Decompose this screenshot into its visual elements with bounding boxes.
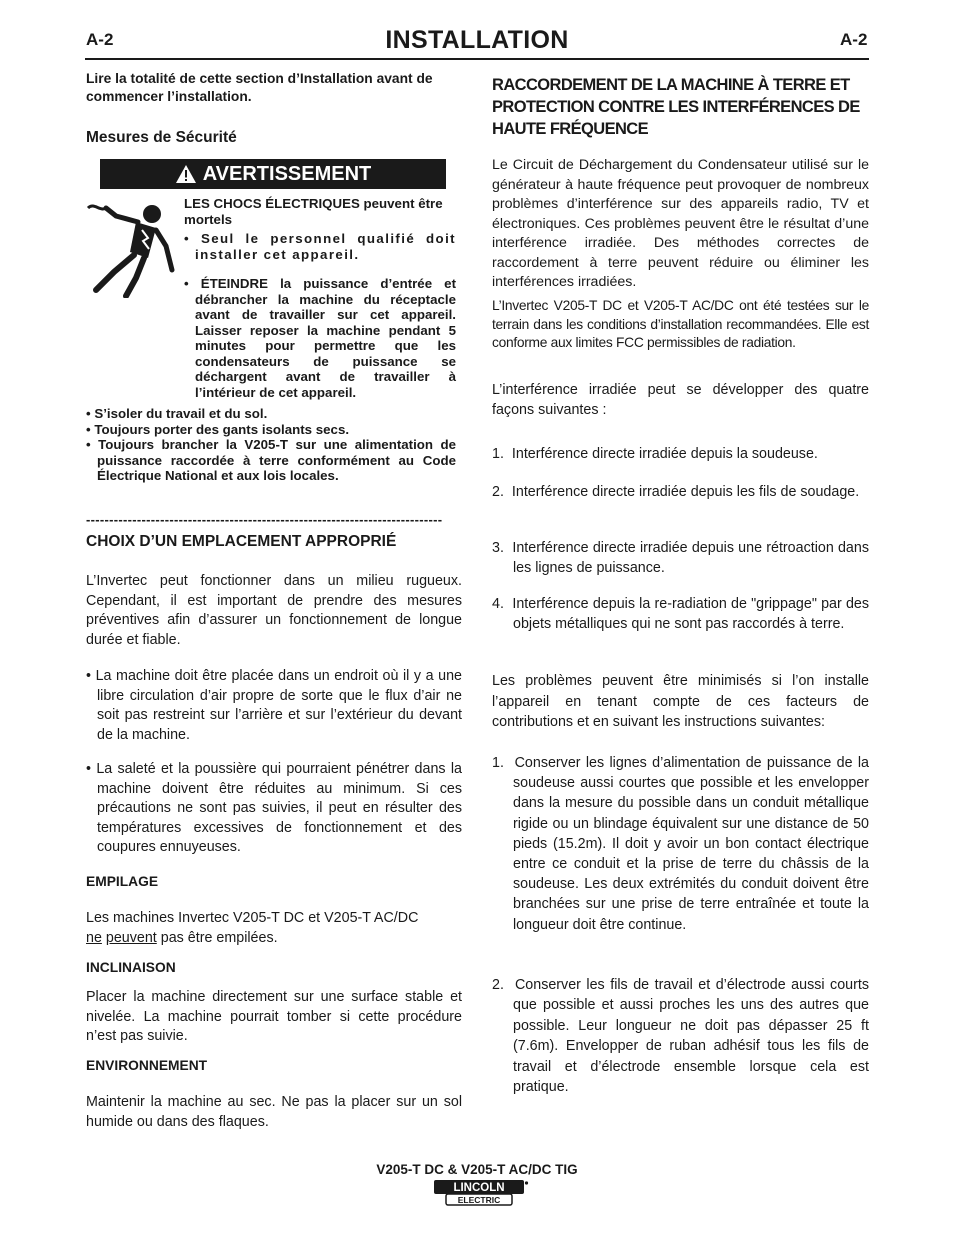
interference-way: 2. Interférence directe irradiée depuis les fils de soudage. <box>492 484 860 500</box>
svg-text:LINCOLN: LINCOLN <box>453 1182 505 1194</box>
warning-triangle-icon <box>175 164 197 184</box>
safety-item: • S’isoler du travail et du sol. <box>86 406 268 421</box>
environment-heading: ENVIRONNEMENT <box>86 1058 208 1073</box>
safety-item: • Toujours porter des gants isolants secs. <box>86 421 350 437</box>
shock-item: • Seul le personnel qualifié doit installer cet appareil. <box>184 231 456 262</box>
location-intro: L’Invertec peut fonctionner dans un milieu rugueux. Cependant, il est important de prendre des mesures préventives afin d’assurer un fonctionnement de longue durée et fiable. <box>86 573 462 648</box>
environment-text: Maintenir la machine au sec. Ne pas la placer sur un sol humide ou dans des flaques. <box>86 1094 462 1130</box>
electric-shock-icon <box>86 200 176 298</box>
instruction-step: 2. Conserver les fils de travail et d’électrode aussi courts que possible et aussi proches les uns des autres que possible. Leur longueur ne doit pas dépasser 25 ft (7.6m). Envelopper de ruban adhésif tous les fils de travail et d’électrode ensemble lorsque cela est pratique. <box>492 977 869 1096</box>
interference-way: 4. Interférence depuis la re-radiation de "grippage" par des objets métalliques qui ne sont pas raccordés à terre. <box>492 596 869 632</box>
interference-way: 3. Interférence directe irradiée depuis une rétroaction dans les lignes de puissance. <box>492 540 869 576</box>
location-heading: CHOIX D’UN EMPLACEMENT APPROPRIÉ <box>86 533 397 550</box>
shock-warning-block <box>184 196 456 400</box>
svg-text:ELECTRIC: ELECTRIC <box>457 1195 501 1205</box>
instruction-step: 1. Conserver les lignes d’alimentation de puissance de la soudeuse aussi courtes que possible et les envelopper dans la mesure du possible dans un conduit métallique rigide ou un blindage équivalent sur une distance de 50 pieds (15.2m). Il doit y avoir un bon contact électrique entre ce conduit et la prise de terre du châssis de la soudeuse. Les deux extrémités du conduit doivent être branchées sur une prise de terre entraînée et toute la longueur doit être continue. <box>492 755 869 933</box>
tilting-heading: INCLINAISON <box>86 960 176 975</box>
section-separator: ----------------------------------------------------------------------------- <box>86 512 443 527</box>
tilting-text: Placer la machine directement sur une surface stable et nivelée. La machine pourrait tomber si cette procédure n’est pas suivie. <box>86 989 462 1044</box>
grounding-paragraph-3: L’interférence irradiée peut se développer des quatre façons suivantes : <box>492 382 869 418</box>
page-title: INSTALLATION <box>385 26 569 54</box>
intro-text: Lire la totalité de cette section d’Installation avant de commencer l’installation. <box>86 71 433 104</box>
lincoln-electric-logo <box>433 1179 529 1207</box>
safety-heading: Mesures de Sécurité <box>86 129 237 146</box>
warning-banner <box>100 159 446 189</box>
footer-model: V205-T DC & V205-T AC/DC TIG <box>376 1162 578 1177</box>
safety-list <box>86 406 456 484</box>
header-rule <box>85 58 869 60</box>
stacking-text: Les machines Invertec V205-T DC et V205-T AC/DC ne peuvent pas être empilées. <box>86 910 419 946</box>
location-bullet: • La saleté et la poussière qui pourraient pénétrer dans la machine doivent être réduites au minimum. Si ces précautions ne sont pas suivies, il peut en résulter des températures excessives de fonctionnement et des coupures ennuyeuses. <box>86 761 462 855</box>
page-number-left: A-2 <box>86 30 114 49</box>
grounding-paragraph-2: L’Invertec V205-T DC et V205-T AC/DC ont été testées sur le terrain dans les conditions d’installation recommandées. Elle est conforme aux limites FCC permissibles de radiation. <box>492 298 869 350</box>
shock-title: LES CHOCS ÉLECTRIQUES peuvent être mortels <box>184 196 443 227</box>
safety-item: • Toujours brancher la V205-T sur une alimentation de puissance raccordée à terre conformément au Code Électrique National et aux lois locales. <box>86 437 456 483</box>
stacking-heading: EMPILAGE <box>86 874 159 889</box>
warning-label: AVERTISSEMENT <box>202 162 372 185</box>
location-bullet: • La machine doit être placée dans un endroit où il y a une libre circulation d’air propre de sorte que le flux d’air ne soit pas restreint sur l’arrière et sur l’extérieur du devant de la machine. <box>86 668 462 743</box>
grounding-paragraph-1: Le Circuit de Déchargement du Condensateur utilisé sur le générateur à haute fréquence peut provoquer de nombreux problèmes d’interférence sur des appareils radio, TV et électroniques. Ces problèmes peuvent être le résultat d’une interférence irradiée. Des méthodes correctes de raccordement à terre peuvent réduire ou éliminer les interférences irradiées. <box>492 157 869 290</box>
page-number-right: A-2 <box>840 30 868 49</box>
grounding-heading: RACCORDEMENT DE LA MACHINE À TERRE ET PROTECTION CONTRE LES INTERFÉRENCES DE HAUTE FRÉQUENCE <box>492 76 860 138</box>
interference-way: 1. Interférence directe irradiée depuis la soudeuse. <box>492 446 818 462</box>
shock-item: • ÉTEINDRE la puissance d’entrée et débrancher la machine du réceptacle avant de travailler sur cet appareil. Laisser reposer la machine pendant 5 minutes pour permettre que les condensateurs de puissance se déchargent avant de travailler à l’intérieur de cet appareil. <box>184 276 456 400</box>
grounding-paragraph-4: Les problèmes peuvent être minimisés si l’on installe l’appareil en tenant compte de ces facteurs de contributions et en suivant les instructions suivantes: <box>492 673 869 730</box>
